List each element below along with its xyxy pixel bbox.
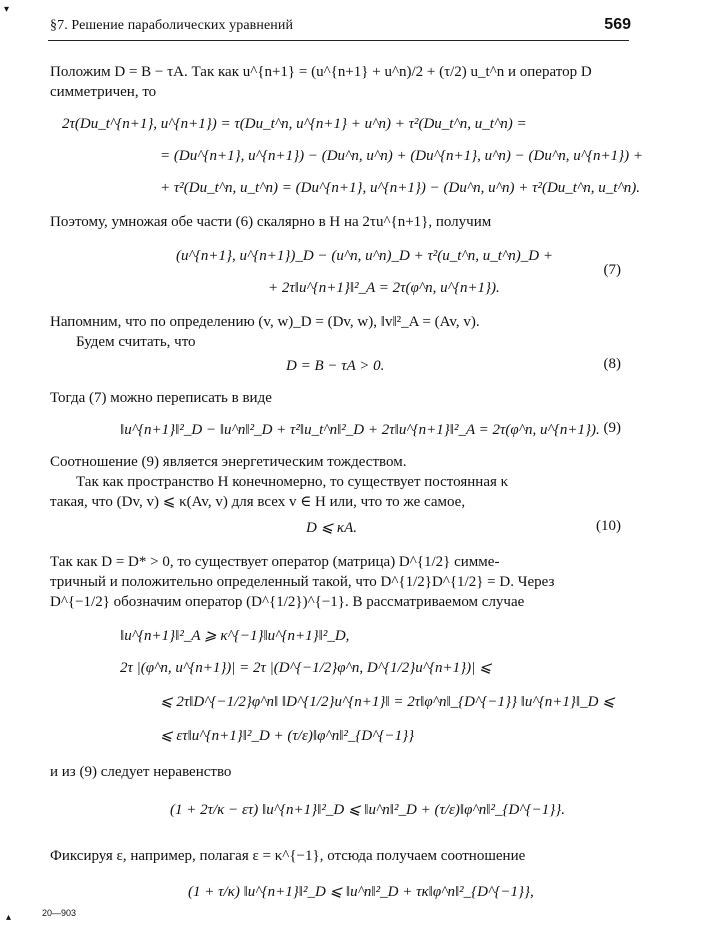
inequality-6: (1 + τ/κ) ‖u^{n+1}‖²_D ⩽ ‖u^n‖²_D + τκ‖φ^n‖²_{D^{−1}}, (188, 884, 534, 900)
paragraph-2: Поэтому, умножая обе части (6) скалярно в H на 2τu^{n+1}, получим (50, 214, 492, 230)
paragraph-7-line-1: Так как пространство H конечномерно, то существует постоянная κ (76, 474, 509, 490)
printer-signature: 20—903 (42, 908, 77, 918)
equation-energy-line-2: = (Du^{n+1}, u^{n+1}) − (Du^n, u^n) + (Du^{n+1}, u^n) − (Du^n, u^{n+1}) + (160, 148, 644, 164)
inequality-2: 2τ |(φ^n, u^{n+1})| = 2τ |(D^{−1/2}φ^n, D^{1/2}u^{n+1})| ⩽ (120, 660, 492, 676)
paragraph-1-line-2: симметричен, то (50, 84, 157, 100)
corner-mark-bottom: ▴ (6, 912, 12, 923)
inequality-1: ‖u^{n+1}‖²_A ⩾ κ^{−1}‖u^{n+1}‖²_D, (120, 628, 350, 644)
paragraph-8-line-2: тричный и положительно определенный такой, что D^{1/2}D^{1/2} = D. Через (50, 574, 555, 590)
inequality-5: (1 + 2τ/κ − ετ) ‖u^{n+1}‖²_D ⩽ ‖u^n‖²_D + (τ/ε)‖φ^n‖²_{D^{−1}}. (170, 802, 565, 818)
equation-10: D ⩽ κA. (306, 520, 358, 536)
paragraph-3: Напомним, что по определению (v, w)_D = (Dv, w), ‖v‖²_A = (Av, v). (50, 314, 480, 330)
page-number: 569 (604, 16, 631, 33)
corner-mark: ▾ (4, 4, 10, 15)
inequality-4: ⩽ ετ‖u^{n+1}‖²_D + (τ/ε)‖φ^n‖²_{D^{−1}} (160, 728, 415, 744)
paragraph-7-line-2: такая, что (Dv, v) ⩽ κ(Av, v) для всех v ∈ H или, что то же самое, (50, 494, 466, 510)
equation-8: D = B − τA > 0. (286, 358, 385, 374)
equation-8-number: (8) (603, 356, 621, 372)
inequality-3: ⩽ 2τ‖D^{−1/2}φ^n‖ ‖D^{1/2}u^{n+1}‖ = 2τ‖φ^n‖_{D^{−1}} ‖u^{n+1}‖_D ⩽ (160, 694, 615, 710)
equation-7-line-2: + 2τ‖u^{n+1}‖²_A = 2τ(φ^n, u^{n+1}). (268, 280, 500, 296)
equation-7-number: (7) (603, 262, 621, 278)
running-header: §7. Решение параболических уравнений (50, 18, 294, 33)
equation-energy-line-1: 2τ(Du_t^{n+1}, u^{n+1}) = τ(Du_t^n, u^{n+1} + u^n) + τ²(Du_t^n, u_t^n) = (62, 116, 527, 132)
paragraph-4: Будем считать, что (76, 334, 196, 350)
header-rule (48, 40, 629, 41)
equation-9: ‖u^{n+1}‖²_D − ‖u^n‖²_D + τ²‖u_t^n‖²_D + 2τ‖u^{n+1}‖²_A = 2τ(φ^n, u^{n+1}). (120, 422, 600, 438)
paragraph-8-line-3: D^{−1/2} обозначим оператор (D^{1/2})^{−1}. В рассматриваемом случае (50, 594, 525, 610)
equation-9-number: (9) (603, 420, 621, 436)
paragraph-10: Фиксируя ε, например, полагая ε = κ^{−1}, отсюда получаем соотношение (50, 848, 526, 864)
paragraph-1-line-1: Положим D = B − τA. Так как u^{n+1} = (u^{n+1} + u^n)/2 + (τ/2) u_t^n и оператор D (50, 64, 592, 80)
paragraph-9: и из (9) следует неравенство (50, 764, 232, 780)
equation-7-line-1: (u^{n+1}, u^{n+1})_D − (u^n, u^n)_D + τ²(u_t^n, u_t^n)_D + (176, 248, 553, 264)
paragraph-6: Соотношение (9) является энергетическим тождеством. (50, 454, 407, 470)
equation-energy-line-3: + τ²(Du_t^n, u_t^n) = (Du^{n+1}, u^{n+1}) − (Du^n, u^n) + τ²(Du_t^n, u_t^n). (160, 180, 641, 196)
equation-10-number: (10) (596, 518, 621, 534)
paragraph-5: Тогда (7) можно переписать в виде (50, 390, 272, 406)
paragraph-8-line-1: Так как D = D* > 0, то существует оператор (матрица) D^{1/2} симме- (50, 554, 500, 570)
